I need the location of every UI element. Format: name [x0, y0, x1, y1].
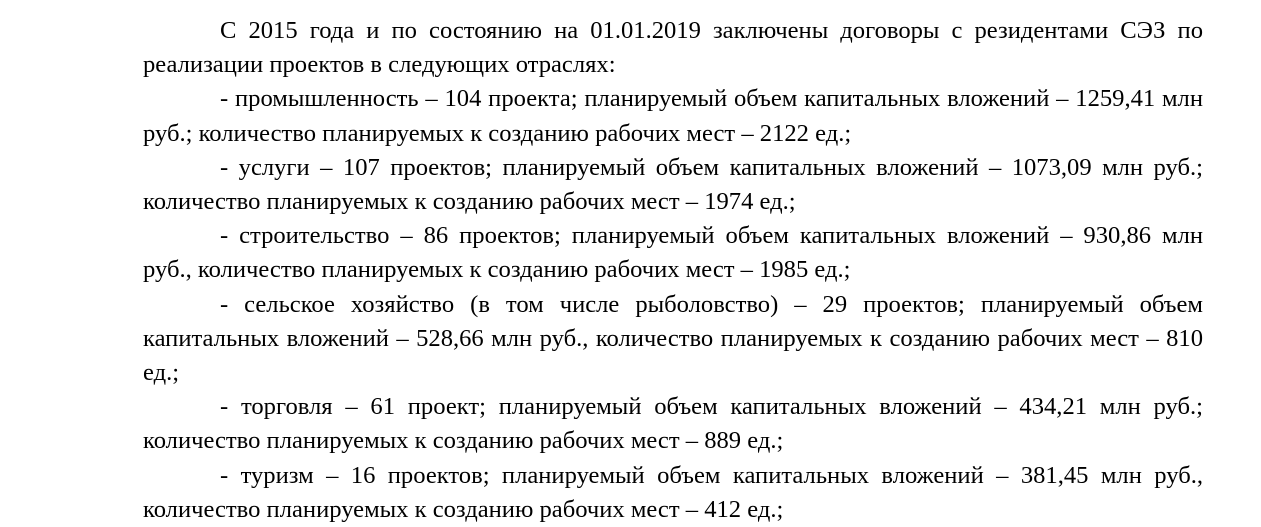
document-body [143, 14, 1203, 527]
sector-item-agriculture: - сельское хозяйство (в том числе рыболовство) – 29 проектов; планируемый объем капитальных вложений – 528,66 млн руб., количество планируемых к созданию рабочих мест – 810 ед.; [143, 290, 1203, 387]
sector-item-industry: - промышленность – 104 проекта; планируемый объем капитальных вложений – 1259,41 млн руб.; количество планируемых к созданию рабочих мест – 2122 ед.; [143, 85, 1203, 147]
intro-paragraph: С 2015 года и по состоянию на 01.01.2019 заключены договоры с резидентами СЭЗ по реализации проектов в следующих отраслях: [143, 17, 1203, 79]
sector-item-tourism: - туризм – 16 проектов; планируемый объем капитальных вложений – 381,45 млн руб., количество планируемых к созданию рабочих мест – 412 ед.; [143, 461, 1203, 523]
sector-item-trade: - торговля – 61 проект; планируемый объем капитальных вложений – 434,21 млн руб.; количество планируемых к созданию рабочих мест – 889 ед.; [143, 393, 1203, 455]
sector-item-services: - услуги – 107 проектов; планируемый объем капитальных вложений – 1073,09 млн руб.; количество планируемых к созданию рабочих мест – 1974 ед.; [143, 153, 1203, 216]
sector-item-construction: - строительство – 86 проектов; планируемый объем капитальных вложений – 930,86 млн руб., количество планируемых к созданию рабочих мест – 1985 ед.; [143, 222, 1203, 284]
